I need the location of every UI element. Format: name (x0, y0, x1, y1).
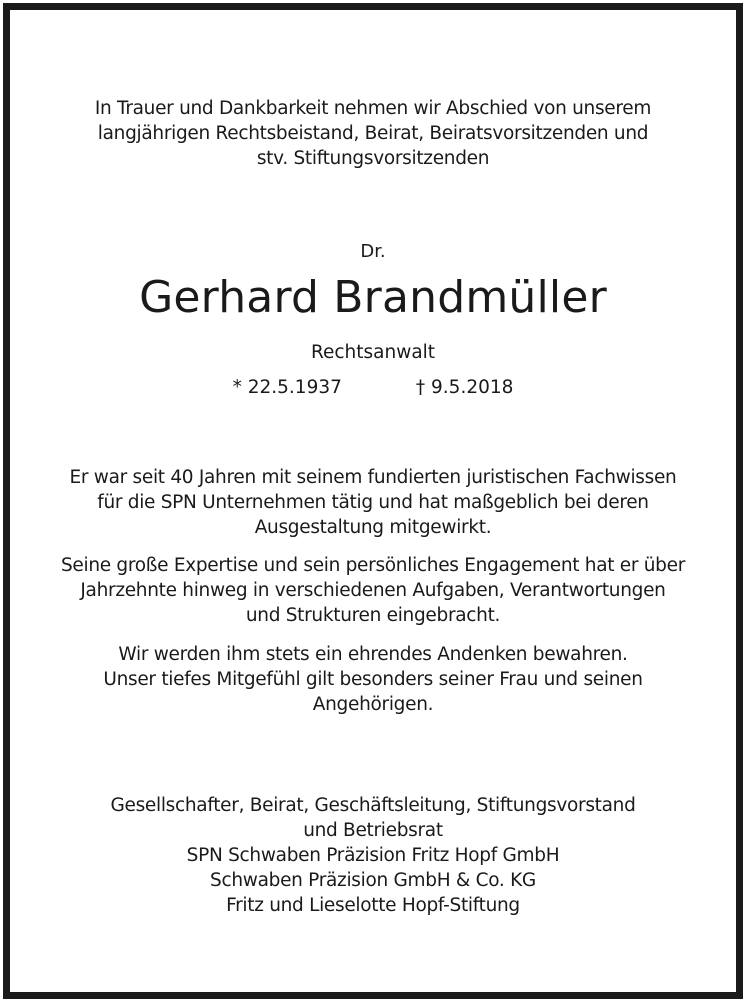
signer-line: Gesellschafter, Beirat, Geschäftsleitung, Stiftungsvorstand (110, 795, 636, 816)
signer-line: Schwaben Präzision GmbH & Co. KG (210, 870, 536, 891)
intro-line: In Trauer und Dankbarkeit nehmen wir Abschied von unserem (94, 98, 652, 119)
profession: Rechtsanwalt (310, 342, 436, 363)
paragraph-line: Ausgestaltung mitgewirkt. (254, 517, 492, 538)
deceased-name: Gerhard Brandmüller (139, 272, 607, 323)
paragraph-line: Jahrzehnte hinweg in verschiedenen Aufgaben, Verantwortungen (80, 580, 666, 601)
paragraph-line: für die SPN Unternehmen tätig und hat maßgeblich bei deren (97, 492, 649, 513)
paragraph-line: Er war seit 40 Jahren mit seinem fundierten juristischen Fachwissen (69, 467, 677, 488)
paragraph-line: Angehörigen. (312, 694, 434, 715)
birth-date: * 22.5.1937 (232, 377, 342, 398)
paragraph-expertise (10, 553, 736, 628)
paragraph-line: Unser tiefes Mitgefühl gilt besonders seiner Frau und seinen (103, 669, 643, 690)
intro-line: langjährigen Rechtsbeistand, Beirat, Beiratsvorsitzenden und (97, 123, 649, 144)
academic-title: Dr. (360, 241, 386, 262)
obituary-frame (3, 3, 743, 999)
signer-line: SPN Schwaben Präzision Fritz Hopf GmbH (186, 845, 560, 866)
life-dates (10, 375, 736, 400)
signer-line: und Betriebsrat (303, 820, 443, 841)
intro-text (10, 96, 736, 171)
paragraph-condolence (10, 642, 736, 717)
paragraph-line: Wir werden ihm stets ein ehrendes Andenken bewahren. (118, 644, 628, 665)
paragraph-line: Seine große Expertise und sein persönliches Engagement hat er über (60, 555, 686, 576)
paragraph-career (10, 465, 736, 540)
death-date: † 9.5.2018 (415, 377, 514, 398)
signers (10, 793, 736, 918)
signer-line: Fritz und Lieselotte Hopf-Stiftung (226, 895, 520, 916)
intro-line: stv. Stiftungsvorsitzenden (256, 148, 490, 169)
paragraph-line: und Strukturen eingebracht. (245, 605, 501, 626)
